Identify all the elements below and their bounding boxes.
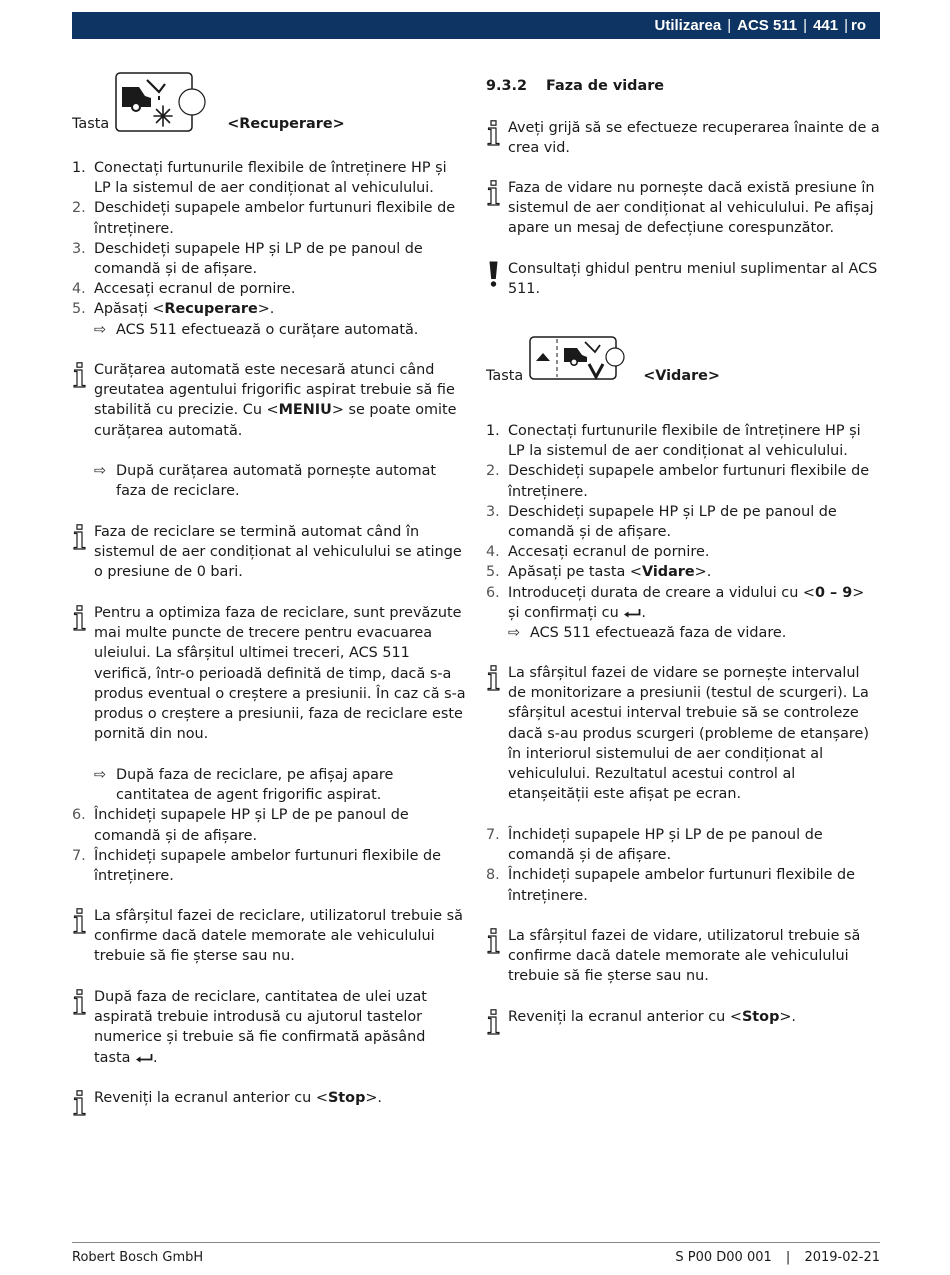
info-note: La sfârșitul fazei de vidare, utilizatorul trebuie să confirme dacă datele memorate ale vehiculului trebuie să fie șterse sau nu.: [486, 926, 880, 987]
info-note: Pentru a optimiza faza de reciclare, sunt prevăzute mai multe puncte de trecere pentru evacuarea uleiului. La sfârșitul ultimei treceri, ACS 511 verifică, într-o perioadă definită de timp, dacă s-a produs eventual o creștere a presiunii. În caz că s-a produs o creștere a presiunii, faza de reciclare este pornită din nou.: [72, 603, 466, 744]
list-item: 5. Apăsați pe tasta <Vidare>.: [486, 564, 712, 581]
header-page-number: 441: [813, 17, 839, 34]
result-item: ⇨ După faza de reciclare, pe afișaj apare cantitatea de agent frigorific aspirat.: [94, 767, 394, 804]
info-note: La sfârșitul fazei de vidare se pornește intervalul de monitorizare a presiunii (testul de scurgeri). La sfârșitul acestui interval trebuie să se controleze dacă s-au produs scurgeri (probleme de etanșare) în interiorul sistemului de aer condiționat al vehiculului. Rezultatul acestui control al etanșeității este afișat pe ecran.: [486, 663, 880, 804]
section-heading: [486, 76, 664, 96]
recuperare-key-icon: [115, 72, 207, 134]
result-item: ⇨ ACS 511 efectuează faza de vidare.: [486, 623, 880, 643]
recuperare-key-label: <Recuperare>: [227, 115, 345, 132]
list-item: 4. Accesați ecranul de pornire.: [72, 281, 296, 298]
info-icon: [486, 180, 501, 206]
info-icon: [72, 524, 87, 550]
section-number: 9.3.2: [486, 78, 527, 94]
info-note: Aveți grijă să se efectueze recuperarea înainte de a crea vid.: [486, 118, 880, 158]
info-note: Reveniți la ecranul anterior cu <Stop>.: [486, 1007, 880, 1027]
right-steps-2: [486, 825, 880, 906]
vidare-key-row: [486, 336, 720, 382]
header-section: Utilizarea: [654, 17, 722, 34]
list-item: 1. Conectați furtunurile flexibile de întreținere HP și LP la sistemul de aer condiționat al vehiculului.: [72, 160, 447, 197]
footer-doc-number: S P00 D00 001: [675, 1250, 772, 1265]
vidare-key-label: <Vidare>: [643, 367, 720, 384]
header-language: ro: [851, 17, 866, 34]
footer-company: Robert Bosch GmbH: [72, 1250, 204, 1265]
info-icon: [72, 362, 87, 388]
info-icon: [486, 1009, 501, 1035]
key-prefix: Tasta: [486, 367, 524, 384]
result-item: ⇨ ACS 511 efectuează o curățare automată.: [72, 320, 466, 340]
info-icon: [486, 665, 501, 691]
list-item: 2. Deschideți supapele ambelor furtunuri flexibile de întreținere.: [72, 200, 456, 237]
left-steps-2: [72, 765, 466, 886]
warning-icon: [486, 261, 501, 287]
warning-note: Consultați ghidul pentru meniul suplimentar al ACS 511.: [486, 259, 880, 299]
result-arrow-icon: ⇨: [94, 463, 107, 479]
right-steps-1: [486, 421, 880, 643]
info-icon: [486, 928, 501, 954]
info-note: Faza de reciclare se termină automat când în sistemul de aer condiționat al vehiculului se atinge o presiune de 0 bari.: [72, 522, 466, 583]
list-item: 6. Introduceți durata de creare a vidului cu <0 – 9> și confirmați cu .: [486, 584, 865, 621]
info-note: La sfârșitul fazei de reciclare, utilizatorul trebuie să confirme dacă datele memorate ale vehiculului trebuie să fie șterse sau nu.: [72, 906, 466, 967]
result-item: ⇨ După curățarea automată pornește automat faza de reciclare.: [94, 463, 437, 500]
info-icon: [72, 605, 87, 631]
list-item: 7. Închideți supapele ambelor furtunuri flexibile de întreținere.: [72, 847, 442, 885]
list-item: 7. Închideți supapele HP și LP de pe panoul de comandă și de afișare.: [486, 827, 823, 864]
list-item: 3. Deschideți supapele HP și LP de pe panoul de comandă și de afișare.: [486, 503, 837, 541]
list-item: 4. Accesați ecranul de pornire.: [486, 544, 710, 561]
footer-divider: [72, 1242, 880, 1243]
list-item: 5. Apăsați <Recuperare>.: [72, 301, 275, 318]
footer-date: 2019-02-21: [804, 1250, 880, 1265]
result-arrow-icon: ⇨: [94, 321, 107, 338]
left-steps-1: [72, 158, 466, 340]
info-note: Curățarea automată este necesară atunci când greutatea agentului frigorific aspirat trebuie să fie stabilită cu precizie. Cu <MENIU> se poate omite curățarea automată.: [72, 360, 466, 441]
result-arrow-icon: ⇨: [508, 625, 521, 642]
info-icon: [72, 1090, 87, 1116]
list-item: 2. Deschideți supapele ambelor furtunuri flexibile de întreținere.: [486, 463, 870, 500]
info-note: Faza de vidare nu pornește dacă există presiune în sistemul de aer condiționat al vehiculului. Pe afișaj apare un mesaj de defecțiune corespunzător.: [486, 178, 880, 239]
info-icon: [486, 120, 501, 146]
info-icon: [72, 989, 87, 1015]
info-note: Reveniți la ecranul anterior cu <Stop>.: [72, 1088, 466, 1108]
section-title: Faza de vidare: [546, 78, 665, 94]
list-item: 3. Deschideți supapele HP și LP de pe panoul de comandă și de afișare.: [72, 240, 423, 278]
vidare-key-icon: [529, 336, 639, 382]
header-product: ACS 511: [737, 17, 798, 34]
key-prefix: Tasta: [72, 115, 110, 132]
enter-key-icon: [135, 1053, 153, 1063]
enter-key-icon: [623, 608, 641, 618]
info-note: După faza de reciclare, cantitatea de ulei uzat aspirată trebuie introdusă cu ajutorul tastelor numerice și trebuie să fie confirmată apăsând tasta .: [72, 987, 466, 1068]
recuperare-key-row: [72, 72, 345, 134]
list-item: 6. Închideți supapele HP și LP de pe panoul de comandă și de afișare.: [72, 807, 409, 844]
page-header: Utilizarea | ACS 511 | 441 | ro: [72, 12, 880, 39]
list-item: 8. Închideți supapele ambelor furtunuri flexibile de întreținere.: [486, 867, 856, 904]
result-arrow-icon: ⇨: [94, 767, 107, 783]
footer-doc-info: S P00 D00 001 | 2019-02-21: [675, 1250, 880, 1265]
list-item: 1. Conectați furtunurile flexibile de întreținere HP și LP la sistemul de aer condiționat al vehiculului.: [486, 423, 861, 460]
info-icon: [72, 908, 87, 934]
